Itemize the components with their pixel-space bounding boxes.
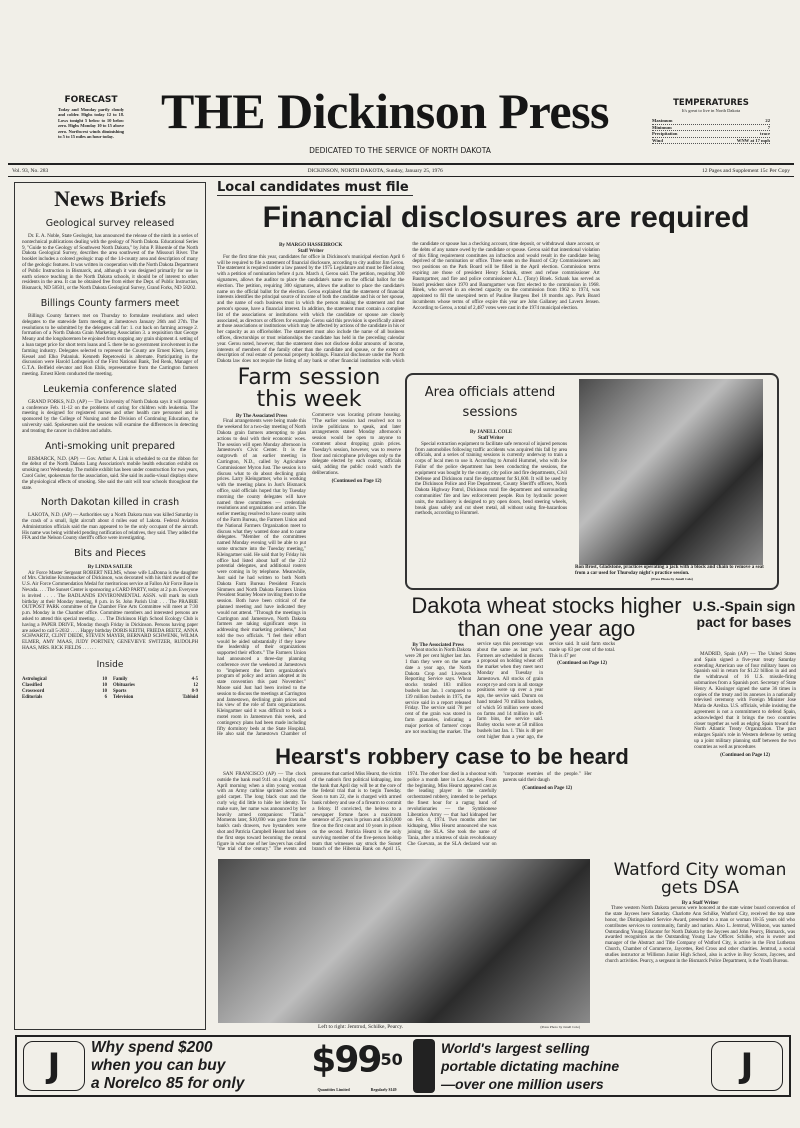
jakes-logo-right: J — [711, 1041, 783, 1091]
ad-right-copy — [441, 1039, 705, 1093]
brief-body: LAKOTA, N.D. (AP) — Authorities say a North Dakota man was killed Saturday in the crash of a small, light aircraft about 4 miles east of Lakota. Federal Aviation Administration officials said the man appeared to be the only occupant of the aircraft. His name was being withheld pending notification of relatives, they said. They added the FFA and the Nelson County sheriff's office were investigating. — [22, 512, 198, 542]
spain-headline: U.S.-Spain sign pact for bases — [692, 598, 796, 630]
area-photo-caption — [575, 565, 769, 581]
temperature-row — [652, 118, 770, 125]
temperature-label: Precipitation — [652, 131, 678, 137]
brief-body: Dr. E. A. Noble, State Geologist, has announced the release of the ninth in a series of nontechnical publications dealing with the geology of North Dakota. Educational Series 9, "Guide to the Geology of Southwest North Dakota," by John P. Bluemle of the North Dakota Geological Survey, describes the area southwest of the Missouri River. The booklet includes a colored geologic map of the 14-county area and description of many of the geologic features. It was written in cooperation with the North Dakota Department of Public Instruction in Bismarck, and, although it was designed primarily for use in earth science teaching in the North Dakota schools, it should be of interest to other residents in the area. It can be obtained free from either the Dept. of Public Instruction, Bismarck, ND 58501, or the North Dakota Geological Survey, Grand Forks, ND 58202. — [22, 233, 198, 292]
temperature-label: Minimum — [652, 124, 672, 130]
watford-headline: Watford City woman gets DSA — [613, 860, 787, 898]
brief-item — [22, 218, 198, 292]
lead-kicker: Local candidates must file — [217, 180, 413, 196]
farm-continued: (Continued on Page 12) — [331, 477, 382, 484]
section-name: Obituaries — [113, 682, 135, 688]
temperature-value: 7 — [767, 124, 770, 130]
pages-price: 12 Pages and Supplement 15c Per Copy — [702, 167, 790, 174]
dateline: DICKINSON, NORTH DAKOTA, Sunday, January 25, 1976 — [307, 167, 443, 174]
temperature-value: WNW at 17 mph — [736, 137, 770, 143]
section-page: 8-9 — [191, 688, 198, 694]
brief-headline: Anti-smoking unit prepared — [45, 440, 175, 452]
area-body: Special extraction equipment to facilitate safe removal of injured persons from automobiles following traffic accidents was acquired this fall by area officials, and a series of training sessions is currently underway to train a corps of local men to use it. According to Arnold Hummel, who with Joe Fallor of the police department has been conducting the sessions, the equipment was bought by the county, city police and fire departments, Civil Defense and Dickinson rural fire department for $1,600. It will be used by the Dickinson Police and Fire Department, County Sheriff's officers, North Dakota Highway Patrol, Dickinson rural fire department and surrounding communities' fire and law enforcement people. Run by hydraulic power units, the machinery is designed to pry open doors, bend steering wheels, break glass safely and cut sheet metal, all without using fire-hazardous methods, according to Hummel. — [415, 440, 567, 517]
section-page: 6 — [104, 694, 107, 700]
jaycees-photo-caption — [218, 1024, 590, 1031]
brief-byline: By LINDA SAILER — [87, 564, 133, 571]
watford-byline: By a Staff Writer — [681, 900, 719, 906]
spain-body: MADRID, Spain (AP) — The United States and Spain signed a five-year treaty Saturday extending American use of four military bases on Spanish soil in return for $1.22 billion in aid and the withdrawal of 16 U.S. missile-firing submarines from a Spanish port. Secretary of State Henry A. Kissinger signed the same 36 times in copies of the treaty and its annexes in a nationally televised ceremony with Foreign Minister Jose Maria de Areilza. U.S. officials, while insisting the agreement is not a commitment to defend Spain, acknowledged that it brings the two countries closer together as well as edging Spain toward the North Atlantic Treaty Organization. The pact enlarges Spain's role in Western defense by setting up a joint military planning staff between the two countries as well as procedures — [694, 651, 796, 750]
section-name: Editorials — [22, 694, 43, 700]
inside-title: Inside — [96, 659, 124, 670]
section-name: Astrological — [22, 676, 47, 682]
area-article — [415, 429, 567, 583]
brief-item — [22, 441, 198, 492]
dateline-bar — [8, 163, 794, 177]
jaycees-award-photo — [218, 859, 590, 1023]
spain-article — [694, 652, 796, 857]
lead-byline: By MARGO HASSEBROCK — [279, 242, 343, 248]
ad-price — [307, 1040, 407, 1092]
norelco-advertisement[interactable] — [15, 1035, 791, 1097]
temperatures-subtitle: It's great to live in North Dakota — [681, 108, 741, 113]
section-name: Family — [113, 676, 128, 682]
newspaper-title: THE Dickinson Press — [161, 83, 609, 139]
tagline: DEDICATED TO THE SERVICE OF NORTH DAKOTA — [309, 146, 491, 155]
area-headline: Area officials attend sessions — [424, 385, 556, 420]
ad-quantities-limited: Quantities Limited — [317, 1087, 350, 1093]
section-name: Sports — [113, 688, 127, 694]
volume-number: Vol. 93, No. 283 — [12, 167, 49, 174]
brief-body: BISMARCK, N.D. (AP) — Gov. Arthur A. Link is scheduled to cut the ribbon for the debut of the North Dakota Lung Association's mobile health education exhibit on smoking next Wednesday. The mobile exhibit has been under construction for two years, Carol Guler, spokesman for the association, said. She said its audio-visual displays show the physiological effects of smoking. She said the unit will tour schools throughout the state. — [22, 455, 198, 491]
area-caption-text: Ron Brost, Gladstone, practices operating a jack with a block and chain to remove a seat from a car used for Thursday night's practice session. — [575, 565, 764, 576]
temperature-label: Maximum — [652, 118, 673, 123]
temperature-label: Wind — [652, 137, 663, 143]
temperature-row — [652, 138, 770, 145]
farm-byline: By The Associated Press — [235, 413, 288, 419]
brief-item — [22, 384, 198, 435]
brief-item — [22, 548, 198, 652]
brief-headline: North Dakotan killed in crash — [40, 497, 180, 509]
area-officials-box — [405, 373, 779, 590]
temperature-value: trace — [760, 131, 770, 137]
news-briefs-list — [22, 218, 198, 652]
hearst-article — [217, 772, 687, 856]
farm-body: Final arrangements were being made this the weekend for a two-day meeting of North Dakota grain farmers attempting to plan actions to deal with their economic woes. The session will open Monday afternoon in Jamestown's Civic Center. It is the outgrowth of an earlier meeting in Carrington, N.D., called by Agriculture Commissioner Myron Just. The session is to discuss what to do about declining grain prices. Larry Kleingartner, who is working with the meeting plans in Just's Bismarck office, said officials hoped that by Tuesday morning the county delegates will have named three committees — credentials resolutions and organization and action. The earlier meeting resolved to have county units of the Farm Bureau, the Farmers Union and the National Farmers Organization meet to discuss what they wanted done and to name delegates. "Member of the committees named Monday evening will be able to put some structure into the Tuesday meeting," Kleingartner said. He said that by Friday his office had listed about half of the 212 potential delegates, and additional rosters were coming in by telephone. Meanwhile, Just said he had written to both North Dakota Farm Bureau President Francis Simmers and North Dakota Farmers Union President Stanley Moore inviting them to the session. Both have been critical of the planned meeting and have indicated they would not attend. "Through the meetings in Carrington and Jamestown, North Dakota farmers are taking significant steps in addressing their marketing problems," Just told the two officials. "I feel their effort would be aided substantially if they knew the leadership of their organizations supported their efforts." The Farmers Union had announced a three-day planning conference over the weekend at Jamestown to "implement the farm organization's program of policy and action adopted at its state convention this past November." Moore said Just had been invited to the session to discuss the meetings at Carrington and Jamestown, declining grain prices and his view of the role of farm organizations. Kleingartner said it was difficult to book a motel room in Jamestown this week, and contingency plans had been made including fifty dormitory beds at the State Hospital. He also said the Jamestown Chamber of Commerce was locating private housing. "The earlier session had resolved not to invite politicians to speak, and later arrangements stated Monday afternoon's session would be open to anyone to comment about dropping grain prices. Tuesday's session, however, was to reserve floor and microphone privileges only to the delegate elected by each county, officials said, adding the public could watch the deliberations. — [217, 412, 401, 738]
dictating-machine-icon — [413, 1039, 435, 1093]
jaycees-photo-credit: (Press Photo by Janell Cole) — [540, 1025, 580, 1029]
ad-line-3: a Norelco 85 for only — [91, 1075, 245, 1092]
temperature-row — [652, 125, 770, 132]
forecast-title: FORECAST — [64, 95, 118, 105]
hearst-headline: Hearst's robbery case to be heard — [275, 744, 629, 769]
ad-right-line-2: portable dictating machine — [441, 1058, 620, 1074]
farm-headline: Farm session this week — [237, 365, 381, 412]
section-name: Crossword — [22, 688, 45, 694]
section-page: Tabloid — [182, 694, 198, 700]
wheat-headline: Dakota wheat stocks higher than one year ago — [411, 593, 682, 641]
news-briefs-title: News Briefs — [54, 186, 166, 211]
brief-body: GRAND FORKS, N.D. (AP) — The University of North Dakota says it will sponsor a conference Feb. 11-12 on the problems of caring for children with leukemia. The meeting is designed for registered nurses and other health care personnel and is sponsored by the College of Nursing and the Division of Continuing Education, the university said. Spokesmen said the sessions will examine the differences in detecting and treating the cancer in children and adults. — [22, 398, 198, 434]
brief-headline: Billings County farmers meet — [40, 297, 180, 309]
lead-article — [217, 242, 795, 366]
hearst-body: SAN FRANCISCO (AP) — The clock outside the bank read 9:41 on a bright, cool April morning when a slim young woman with an Army carbine sprinted across the gold carpet. The long black coat and the curly wig did little to hide her identity. To make sure, her name was announced by her heavily armed companions: "Tania." Moments later, $10,690 was gone from the bank's cash drawers, two bystanders were shot and Patricia Campbell Hearst had taken the first steps toward becoming the central figure in what one of her lawyers has called "the trial of the century." The events and pressures that carried Miss Hearst, the victim of the nation's first political kidnaping, into the bank that April day will be at the core of the federal trial that is to begin Tuesday. Soon to turn 22, she is charged with armed bank robbery and use of a firearm to commit a felony. If convicted, the heiress to a newspaper fortune faces a maximum sentence of 25 years in prison and a $10,000 fine on the first count and 10 years in prison on the second. Patricia Hearst is the only surviving member of the five-person holdup team that witnesses say struck the Sunset branch of the Hibernia Bank on April 15, 1974. The other four died in a shootout with police a month later in Los Angeles. From the beginning, Miss Hearst appeared cast as the leading player in the carefully orchestrated robbery, intended to be perhaps the finest hour for a ragtag band of revolutionaries — the Symbionese Liberation Army — that had kidnaped her on Feb. 4, 1974. Two months after her kidnaping, Miss Hearst announced she was joining the SLA. She took the name of Tania, after a mistress of slain revolutionary Che Guevara, as the SLA declared war on "corporate enemies of the people." Her parents said their daugh — [217, 771, 592, 853]
wheat-byline: By The Associated Press — [412, 642, 464, 648]
temperatures-list — [652, 118, 770, 144]
inside-index — [22, 677, 198, 701]
temperatures-box — [652, 98, 770, 144]
brief-body: Air Force Master Sergeant ROBERT NELMS, whose wife LaDonna is the daughter of Mrs. Christine Krumenacker of Dickinson, was decorated with his third award of the U.S. Air Force Commendation Medal for meritorious service at Fallon Air Force Base in Nevada. . . . The Sunset Center is sponsoring a CARD PARTY, today at 2 p.m. Everyone is invited . . . . The BADLANDS ENVIRONMENTAL ASSN. will mark its sixth birthday at their Monday meeting, 8 p.m. in St. John Parish Unit . . . The PRAIRIE OUTPOST PARK committee of the Chamber Fine Arts Committee will meet at 7:30 p.m. Monday in the Chamber office. Committee members and interested persons are asked to attend this special meeting. . . . The Dickinson High School Ecology Club is having a PAPER DRIVE, Monday though Friday in Dickinson. Persons having paper are asked to call 5-2032 . . . . Happy birthday DORIS KEITH, FRIEDA BEETZ, ANNA SCHWARTZ, CLINT DIEDE, STEVEN MAYER, BERNARD SCHWENK, WILMA ELMER, AMY MAAS, JUDY PORTNEY, GENEVIEVE SWITZER, RUDOLPH HAAS, MRS. RICK FIELDS . . . . . . — [22, 569, 198, 652]
farm-article — [217, 413, 401, 741]
temperatures-title: TEMPERATURES — [673, 98, 749, 108]
wheat-continued: (Continued on Page 12) — [557, 660, 607, 667]
brief-headline: Bits and Pieces — [74, 548, 146, 560]
inside-index-entry — [113, 695, 198, 701]
news-briefs-box — [14, 182, 206, 1030]
brief-headline: Geological survey released — [45, 218, 175, 229]
ad-regular-price: Regularly $149 — [370, 1087, 397, 1093]
brief-body: Billings County farmers met on Thursday to formulate resolutions and select delegates to the statewide farm meeting at Jamestown January 26th and 27th. The resolutions to be submitted by the delegates call for: 1. cut back on farming acreage 2. formation of a North Dakota Grain Marketing Association 3. a requisition that George Meany and the longshoremen be enjoined from stopping any grain shipment 4. setting of a loan target price for short term loans and 5. there be no government involvement in the farming industry. Delegates selected to represent the County are Ernest Klem, Leroy Kessel and Elko Palaniuk. Kenneth Repetowski is alternate. Participating in the discussion were Harold Lothspeich of the First National Bank, Ted Renk, Manager of G.T.A. Belfield elevator and Ron Ehlis, representative from the Carrington farmers meeting. Ernest Klem conducted the meeting. — [22, 312, 198, 377]
rescue-training-photo — [579, 379, 763, 565]
temperature-row — [652, 131, 770, 138]
ad-line-1: Why spend $200 — [91, 1039, 213, 1056]
section-page: 10 — [102, 688, 107, 694]
area-photo-credit: (Press Photo by Janell Cole) — [651, 577, 693, 581]
area-byline-role: Staff Writer — [478, 435, 504, 442]
watford-body: Three western North Dakota persons were honored at the state winter board convention of the state Jaycees here Saturday. Charlotte Ann Schilke, Watford City, received the top state honor, the Distinguished Service Award, presented to a man or woman 18-35 years old who contributes services to community, family and nation. Also L. Jemtrud, Williston, was named Outstanding Young Educator for North Dakota by the Jaycees and John Pearcy, Bismarck, was awarded recognition as the Outstanding Young Law Officer. Schilke, who is owner and manager of the Abstract and Title Company of Watford City, is active in the First Lutheran Church, Chamber of Commerce, Jaycettes, Red Cross and other charities. Jemtrud, a social studies instructor at Williston Junior High School, also is active in Boy Scouts, Jaycees, and church activities. Pearcy, a sergeant in the Bismarck Police Department, is the Youth Bureau. — [605, 905, 795, 964]
jakes-logo-left: J — [23, 1041, 85, 1091]
ad-price-cents: 50 — [380, 1049, 403, 1069]
lead-headline: Financial disclosures are required — [262, 201, 750, 234]
ad-right-line-3: —over one million users — [441, 1076, 604, 1092]
brief-item — [22, 298, 198, 378]
section-name: Classified — [22, 682, 42, 688]
lead-body: For the first time this year, candidates for office in Dickinson's municipal election April 6 will be required to file a statement of financial disclosure, according to city auditor Jim Gerou. The statement is required under a law passed by the 1975 Legislature and must be filed along with a petition of nomination before 4 p.m. March 4, Gerou said. The petition, requiring 300 signatures, allows the auditor to place the candidate's name on the official ballot for the election. The petition, requiring 300 signatures, allows the auditor to place the candidate's name on the official ballot for the election. Gerou explained that the statement of financial interests identifies the principal source of income of both the candidate and his or her spouse, and the name of each business trust in which the person making the statement and that person's spouse, have a financial interest. In addition, the statement must contain a complete list of the associations or institutions with which the candidate or spouse are closely associated, as directors or officers for example. Gerou said this provision is specifically aimed at those associations or institutions which may be affected by actions of the candidate in his or her capacity as an officeholder. The statement must also include the name of all business offices, directorships or trust relationships the candidate has held in the preceding calendar year. Gerou noted, however, that the statement does not disclose dollar amounts of income, interests of members of the family other than the candidate and spouse, or the extent or description of real estate of personal property holdings. Financial disclosure under the North Dakota law does not require the listing of any bank or other financial institution with which the candidate or spouse has a checking account, time deposit, or withdrawal share account, or the debts of any nature owed by the candidate or spouse. Gerou said that intentional violation of this filing requirement constitutes an infraction and would result in the candidate being deprived of the nomination or office. Three seats on the Board of City Commissioners and two positions on the Park Board will be filled in the April election. Commission terms expiring are those of president Henry Schank, street and refuse commissioner Art Baumgartner, and fire and police commissioner A.L. (Tony) Binek. Schank has served as board president since 1970 and Baumgartner was first elected to the commission in 1968. Binek, who served in an elected capacity on the commission from 1962 to 1974, was appointed to fill the unexpired term of Pauline Burgess Ibel 18 months ago. Park Board incumbents whose terms of office expire this year are John Gallaney and Lavern Jensen. According to Gerou, a total of 2,487 votes were cast in the 1974 municipal election. — [217, 241, 600, 365]
wheat-article — [405, 642, 687, 741]
section-page: 12 — [193, 682, 198, 688]
ad-right-line-1: World's largest selling — [441, 1040, 590, 1056]
watford-article — [605, 900, 795, 1030]
temperature-value: 22 — [765, 118, 770, 123]
ad-price-dollars: $99 — [311, 1039, 381, 1081]
wheat-body: Wheat stocks in North Dakota were 28 per cent higher last Jan. 1 than they were on the same date a year ago, the North Dakota Crop and Livestock Reporting Service says. Wheat stocks totaled 183 million bushels last Jan. 1 compared to 139 million bushels in 1975, the service said in a report released Friday. The service said 78 per cent of the grain was stored in farm granaries, indicating a major portion of farmers' crops are not reaching the market. The service says this percentage was about the same as last year's. Farmers are scheduled in discuss a proposal on holding wheat off the market when they meet next Monday and Tuesday in Jamestown. All stocks of grain except rye and corn in all storage positions were up over a year ago, the service said. Durum on hand totaled 70 million bushels, of which 56 million were stored on farms and 14 million in off-farm bins, the service said. Barley stocks were at 58 million bushels last Jan. 1. This is 40 per cent higher than a year ago, the service said. It said farm stocks made up 83 per cent of the total. This is 47 per — [405, 641, 615, 740]
section-page: 10 — [102, 682, 107, 688]
area-byline: By JANELL COLE — [469, 429, 513, 435]
section-name: Television — [113, 694, 134, 700]
ad-line-2: when you can buy — [91, 1057, 226, 1074]
ad-left-copy — [91, 1039, 301, 1093]
inside-index-entry — [22, 695, 107, 701]
hearst-continued: (Continued on Page 12) — [522, 784, 573, 791]
forecast-box — [58, 95, 124, 139]
section-page: 10 — [102, 676, 107, 682]
lead-byline-role: Staff Writer — [297, 248, 324, 255]
brief-item — [22, 497, 198, 542]
section-page: 4-5 — [191, 676, 198, 682]
spain-continued: (Continued on Page 12) — [720, 751, 770, 758]
forecast-text: Today and Monday partly cloudy and colder. Highs today 12 to 18. Lows tonight 5 below to 10 below zero. Highs Monday 10 to 15 above zero. Northwest winds diminishing to 5 to 15 miles an hour today. — [58, 107, 124, 140]
brief-headline: Leukemia conference slated — [43, 383, 177, 395]
jaycees-caption-text: Left to right: Jemtrud, Schilke, Pearcy. — [318, 1024, 404, 1030]
